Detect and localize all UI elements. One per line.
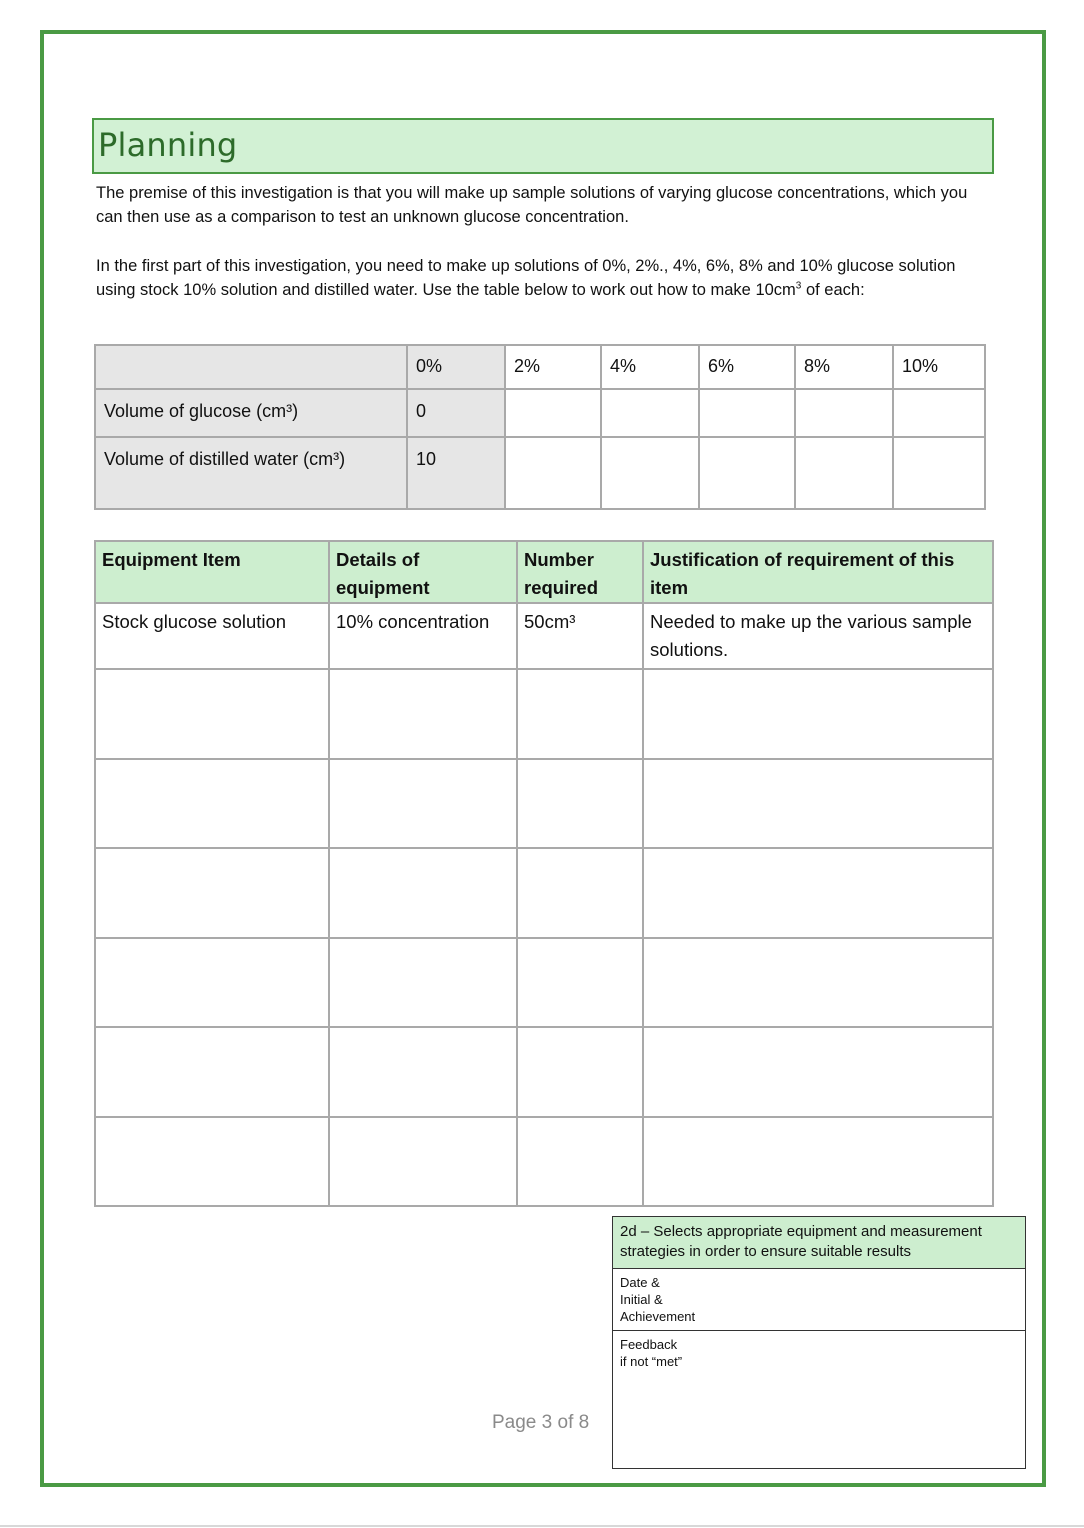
assessment-achievement-label: Achievement bbox=[620, 1309, 696, 1324]
equipment-row bbox=[95, 759, 993, 849]
equipment-header-cell: Justification of requirement of this item bbox=[643, 541, 993, 603]
dilution-row-glucose bbox=[95, 389, 985, 437]
intro-paragraph-2 bbox=[96, 254, 996, 302]
equipment-cell[interactable] bbox=[95, 848, 329, 938]
dilution-row-label: Volume of glucose (cm³) bbox=[95, 389, 407, 437]
dilution-header-cell: 10% bbox=[893, 345, 985, 389]
equipment-cell[interactable] bbox=[643, 938, 993, 1028]
equipment-header-cell: Details of equipment bbox=[329, 541, 517, 603]
equipment-table bbox=[94, 540, 994, 1207]
equipment-row bbox=[95, 848, 993, 938]
equipment-cell[interactable] bbox=[643, 848, 993, 938]
dilution-header-cell: 2% bbox=[505, 345, 601, 389]
assessment-date-cell[interactable] bbox=[613, 1269, 1026, 1331]
equipment-cell[interactable] bbox=[643, 759, 993, 849]
equipment-cell[interactable] bbox=[95, 938, 329, 1028]
equipment-row bbox=[95, 1117, 993, 1207]
dilution-header-cell: 0% bbox=[407, 345, 505, 389]
intro-paragraph-2-superscript: 3 bbox=[795, 280, 802, 292]
equipment-header-row bbox=[95, 541, 993, 603]
equipment-cell[interactable] bbox=[517, 759, 643, 849]
dilution-header-cell: 8% bbox=[795, 345, 893, 389]
dilution-value-cell[interactable] bbox=[699, 389, 795, 437]
equipment-row bbox=[95, 938, 993, 1028]
dilution-value-cell[interactable] bbox=[601, 437, 699, 509]
intro-paragraph-2-end: of each: bbox=[801, 281, 865, 299]
intro-paragraph-1: The premise of this investigation is that you will make up sample solutions of varying glucose concentrations, which you can then use as a comparison to test an unknown glucose concentration. bbox=[96, 184, 968, 226]
dilution-row-water bbox=[95, 437, 985, 509]
dilution-value-cell[interactable] bbox=[893, 389, 985, 437]
equipment-cell[interactable] bbox=[517, 1027, 643, 1117]
equipment-header-cell: Number required bbox=[517, 541, 643, 603]
dilution-value-cell[interactable] bbox=[795, 437, 893, 509]
dilution-value-cell[interactable] bbox=[505, 437, 601, 509]
equipment-row bbox=[95, 603, 993, 669]
equipment-cell[interactable] bbox=[329, 669, 517, 759]
equipment-cell: 50cm³ bbox=[517, 603, 643, 669]
equipment-cell: Needed to make up the various sample solutions. bbox=[643, 603, 993, 669]
assessment-initial-label: Initial & bbox=[620, 1292, 663, 1307]
equipment-cell[interactable] bbox=[517, 938, 643, 1028]
equipment-cell[interactable] bbox=[517, 848, 643, 938]
dilution-value-cell[interactable] bbox=[601, 389, 699, 437]
equipment-cell[interactable] bbox=[517, 669, 643, 759]
equipment-cell[interactable] bbox=[643, 1027, 993, 1117]
dilution-value-cell: 0 bbox=[407, 389, 505, 437]
equipment-cell[interactable] bbox=[329, 938, 517, 1028]
equipment-cell[interactable] bbox=[329, 759, 517, 849]
dilution-header-row bbox=[95, 345, 985, 389]
equipment-cell[interactable] bbox=[329, 848, 517, 938]
assessment-feedback-condition: if not “met” bbox=[620, 1354, 683, 1369]
equipment-cell: 10% concentration bbox=[329, 603, 517, 669]
dilution-value-cell[interactable] bbox=[893, 437, 985, 509]
equipment-cell[interactable] bbox=[517, 1117, 643, 1207]
equipment-cell: Stock glucose solution bbox=[95, 603, 329, 669]
dilution-header-cell: 4% bbox=[601, 345, 699, 389]
equipment-cell[interactable] bbox=[329, 1117, 517, 1207]
assessment-feedback-cell[interactable] bbox=[613, 1331, 1026, 1469]
section-heading-text: Planning bbox=[98, 126, 238, 164]
page-number: Page 3 of 8 bbox=[492, 1412, 590, 1433]
intro-paragraph-2-text: In the first part of this investigation, you need to make up solutions of 0%, 2%., 4%, 6%, 8% and 10% glucose solution using stock 10% solution and distilled water. Use the table below to work out how to make 10cm bbox=[96, 257, 956, 299]
dilution-header-cell: 6% bbox=[699, 345, 795, 389]
dilution-row-label: Volume of distilled water (cm³) bbox=[95, 437, 407, 509]
equipment-row bbox=[95, 669, 993, 759]
dilution-value-cell[interactable] bbox=[699, 437, 795, 509]
assessment-date-label: Date & bbox=[620, 1275, 660, 1290]
equipment-cell[interactable] bbox=[95, 1027, 329, 1117]
assessment-feedback-label: Feedback bbox=[620, 1337, 678, 1352]
assessment-date-row bbox=[613, 1269, 1026, 1331]
assessment-box bbox=[612, 1216, 1026, 1469]
assessment-feedback-row bbox=[613, 1331, 1026, 1469]
equipment-cell[interactable] bbox=[643, 669, 993, 759]
assessment-criterion-row bbox=[613, 1217, 1026, 1269]
dilution-value-cell[interactable] bbox=[505, 389, 601, 437]
equipment-row bbox=[95, 1027, 993, 1117]
dilution-table bbox=[94, 344, 986, 510]
dilution-value-cell: 10 bbox=[407, 437, 505, 509]
equipment-cell[interactable] bbox=[95, 759, 329, 849]
equipment-cell[interactable] bbox=[95, 1117, 329, 1207]
equipment-cell[interactable] bbox=[643, 1117, 993, 1207]
equipment-header-cell: Equipment Item bbox=[95, 541, 329, 603]
page-bottom-rule bbox=[0, 1525, 1084, 1527]
dilution-value-cell[interactable] bbox=[795, 389, 893, 437]
equipment-cell[interactable] bbox=[329, 1027, 517, 1117]
assessment-criterion: 2d – Selects appropriate equipment and measurement strategies in order to ensure suitable results bbox=[613, 1217, 1026, 1269]
section-heading bbox=[92, 118, 994, 174]
equipment-cell[interactable] bbox=[95, 669, 329, 759]
dilution-corner-cell bbox=[95, 345, 407, 389]
